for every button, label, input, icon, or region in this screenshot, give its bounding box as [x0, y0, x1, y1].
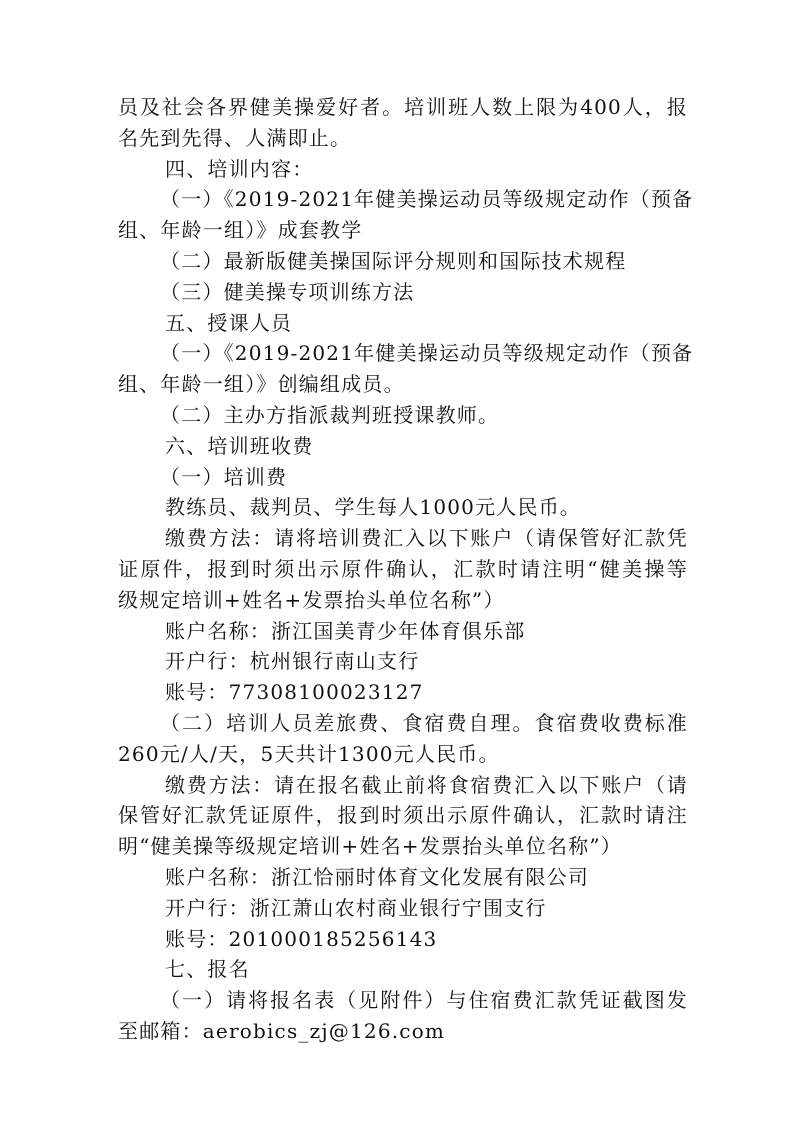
text-line: （二）最新版健美操国际评分规则和国际技术规程: [160, 248, 627, 273]
text-line: 开户行：浙江萧山农村商业银行宁围支行: [165, 895, 547, 920]
text-line: 账户名称：浙江恰丽时体育文化发展有限公司: [165, 864, 589, 889]
section-heading: 四、培训内容：: [165, 156, 314, 181]
text-line: 保管好汇款凭证原件，报到时须出示原件确认，汇款时请注: [118, 803, 688, 828]
text-line: 缴费方法：请在报名截止前将食宿费汇入以下账户（请: [165, 772, 688, 797]
text-line: （一）《2019-2021年健美操运动员等级规定动作（预备: [160, 187, 694, 212]
text-line: 账号：77308100023127: [165, 680, 424, 705]
text-line: （一）《2019-2021年健美操运动员等级规定动作（预备: [160, 341, 694, 366]
text-line: 账号：201000185256143: [165, 926, 438, 951]
text-line: 260元/人/天，5天共计1300元人民币。: [118, 741, 500, 766]
section-heading: 五、授课人员: [165, 310, 293, 335]
text-line: 教练员、裁判员、学生每人1000元人民币。: [165, 495, 582, 520]
text-line: 缴费方法：请将培训费汇入以下账户（请保管好汇款凭: [165, 526, 688, 551]
text-line: （一）请将报名表（见附件）与住宿费汇款凭证截图发: [160, 988, 688, 1013]
text-line: （三）健美操专项训练方法: [160, 279, 415, 304]
text-line: 级规定培训+姓名+发票抬头单位名称”）: [118, 587, 505, 612]
text-line: 账户名称：浙江国美青少年体育俱乐部: [165, 618, 526, 643]
text-line: 明“健美操等级规定培训+姓名+发票抬头单位名称”）: [118, 834, 622, 859]
text-line: 员及社会各界健美操爱好者。培训班人数上限为400人，报: [118, 95, 688, 119]
text-line: 开户行：杭州银行南山支行: [165, 649, 420, 674]
text-line: （二）培训人员差旅费、食宿费自理。食宿费收费标准: [160, 710, 688, 735]
text-line: （二）主办方指派裁判班授课教师。: [160, 402, 500, 427]
section-heading: 七、报名: [165, 957, 250, 982]
text-line: 名先到先得、人满即止。: [118, 125, 352, 150]
text-line: 组、年龄一组）》创编组成员。: [118, 372, 405, 397]
text-line: 组、年龄一组）》成套教学: [118, 218, 363, 243]
text-line: 证原件，报到时须出示原件确认，汇款时请注明“健美操等: [118, 556, 688, 581]
text-line: （一）培训费: [160, 464, 288, 489]
email-line: 至邮箱：aerobics_zj@126.com: [118, 1018, 446, 1043]
document-body: [118, 92, 694, 1047]
section-heading: 六、培训班收费: [165, 433, 314, 458]
